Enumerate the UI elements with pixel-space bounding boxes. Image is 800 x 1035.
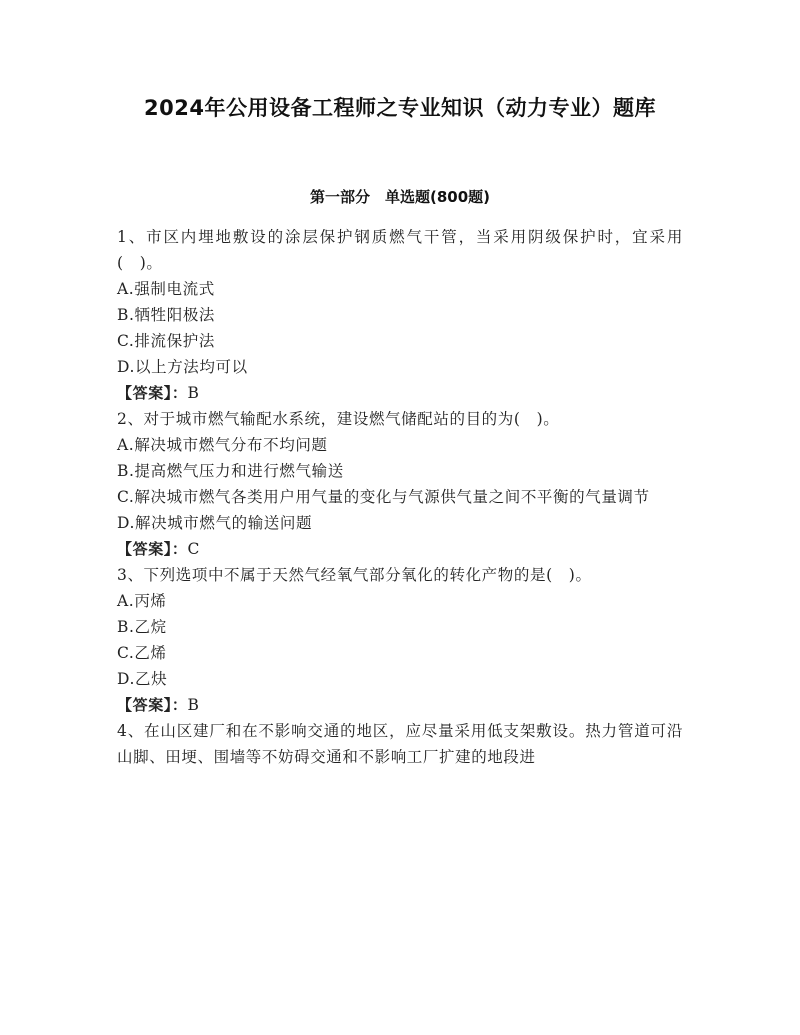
answer-label: 【答案】：	[117, 540, 188, 558]
answer-label: 【答案】：	[117, 384, 188, 402]
option-b: B.乙烷	[117, 618, 167, 636]
question-1	[117, 224, 683, 406]
option-c: C.乙烯	[117, 644, 167, 662]
option-b: B.提高燃气压力和进行燃气输送	[117, 462, 344, 480]
section-title: 第一部分 单选题(800题)	[309, 188, 491, 206]
option-d: D.乙炔	[117, 670, 168, 688]
document-title: 2024年公用设备工程师之专业知识（动力专业）题库	[144, 96, 656, 120]
option-c: C.排流保护法	[117, 332, 215, 350]
question-3	[117, 562, 683, 718]
option-a: A.强制电流式	[117, 280, 215, 298]
option-a: A.丙烯	[117, 592, 167, 610]
answer-line	[117, 536, 683, 562]
option-b: B.牺牲阳极法	[117, 306, 216, 324]
question-stem: 2、对于城市燃气输配水系统，建设燃气储配站的目的为( )。	[117, 410, 560, 428]
answer-line	[117, 380, 683, 406]
option-d: D.解决城市燃气的输送问题	[117, 514, 313, 532]
question-list	[117, 224, 683, 770]
question-stem: 1、市区内埋地敷设的涂层保护钢质燃气干管，当采用阴级保护时，宜采用( )。	[117, 228, 683, 272]
answer-value: C	[187, 540, 200, 558]
question-2	[117, 406, 683, 562]
answer-value: B	[187, 696, 200, 714]
answer-line	[117, 692, 683, 718]
question-stem: 3、下列选项中不属于天然气经氧气部分氧化的转化产物的是( )。	[117, 566, 592, 584]
answer-label: 【答案】：	[117, 696, 188, 714]
answer-value: B	[187, 384, 200, 402]
option-c: C.解决城市燃气各类用户用气量的变化与气源供气量之间不平衡的气量调节	[117, 488, 650, 506]
option-a: A.解决城市燃气分布不均问题	[117, 436, 328, 454]
option-d: D.以上方法均可以	[117, 358, 248, 376]
question-4	[117, 718, 683, 770]
question-stem: 4、在山区建厂和在不影响交通的地区，应尽量采用低支架敷设。热力管道可沿山脚、田埂、围墙等不妨碍交通和不影响工厂扩建的地段进	[117, 722, 683, 766]
